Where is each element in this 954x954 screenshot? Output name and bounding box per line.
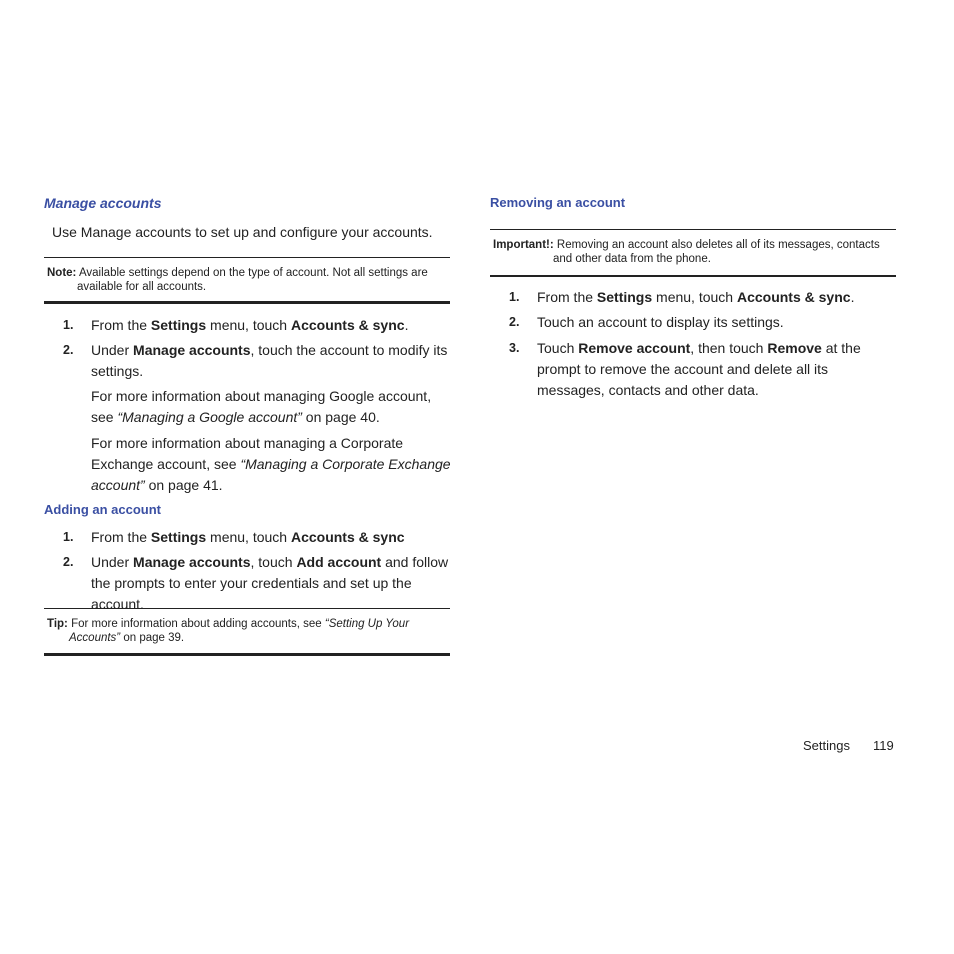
tip-label: Tip: — [47, 618, 68, 630]
tip-box: Tip: For more information about adding accounts, see “Setting Up Your Accounts” on page 39. — [44, 608, 450, 656]
important-box — [490, 229, 896, 277]
note-label: Note: — [47, 267, 77, 279]
removing-account-heading: Removing an account — [490, 195, 626, 210]
footer-page-number: 119 — [873, 738, 894, 753]
note-line1: Available settings depend on the type of account. Not all settings are — [78, 267, 428, 279]
note-line2: available for all accounts. — [77, 281, 207, 293]
more-google-info: For more information about managing Google account, see “Managing a Google account” on page 40. — [91, 388, 432, 425]
adding-account-heading: Adding an account — [44, 502, 161, 517]
important-line1: Removing an account also deletes all of its messages, contacts — [556, 239, 880, 251]
manage-accounts-intro: Use Manage accounts to set up and configure your accounts. — [52, 224, 433, 240]
important-line2: and other data from the phone. — [553, 253, 711, 265]
footer-section-name: Settings — [803, 738, 850, 753]
important-label: Important!: — [493, 239, 554, 251]
manage-accounts-heading: Manage accounts — [44, 195, 162, 211]
note-box — [44, 257, 450, 304]
more-exchange-info: For more information about managing a Corporate Exchange account, see “Managing a Corporate Exchange account” on page 41. — [91, 435, 451, 493]
